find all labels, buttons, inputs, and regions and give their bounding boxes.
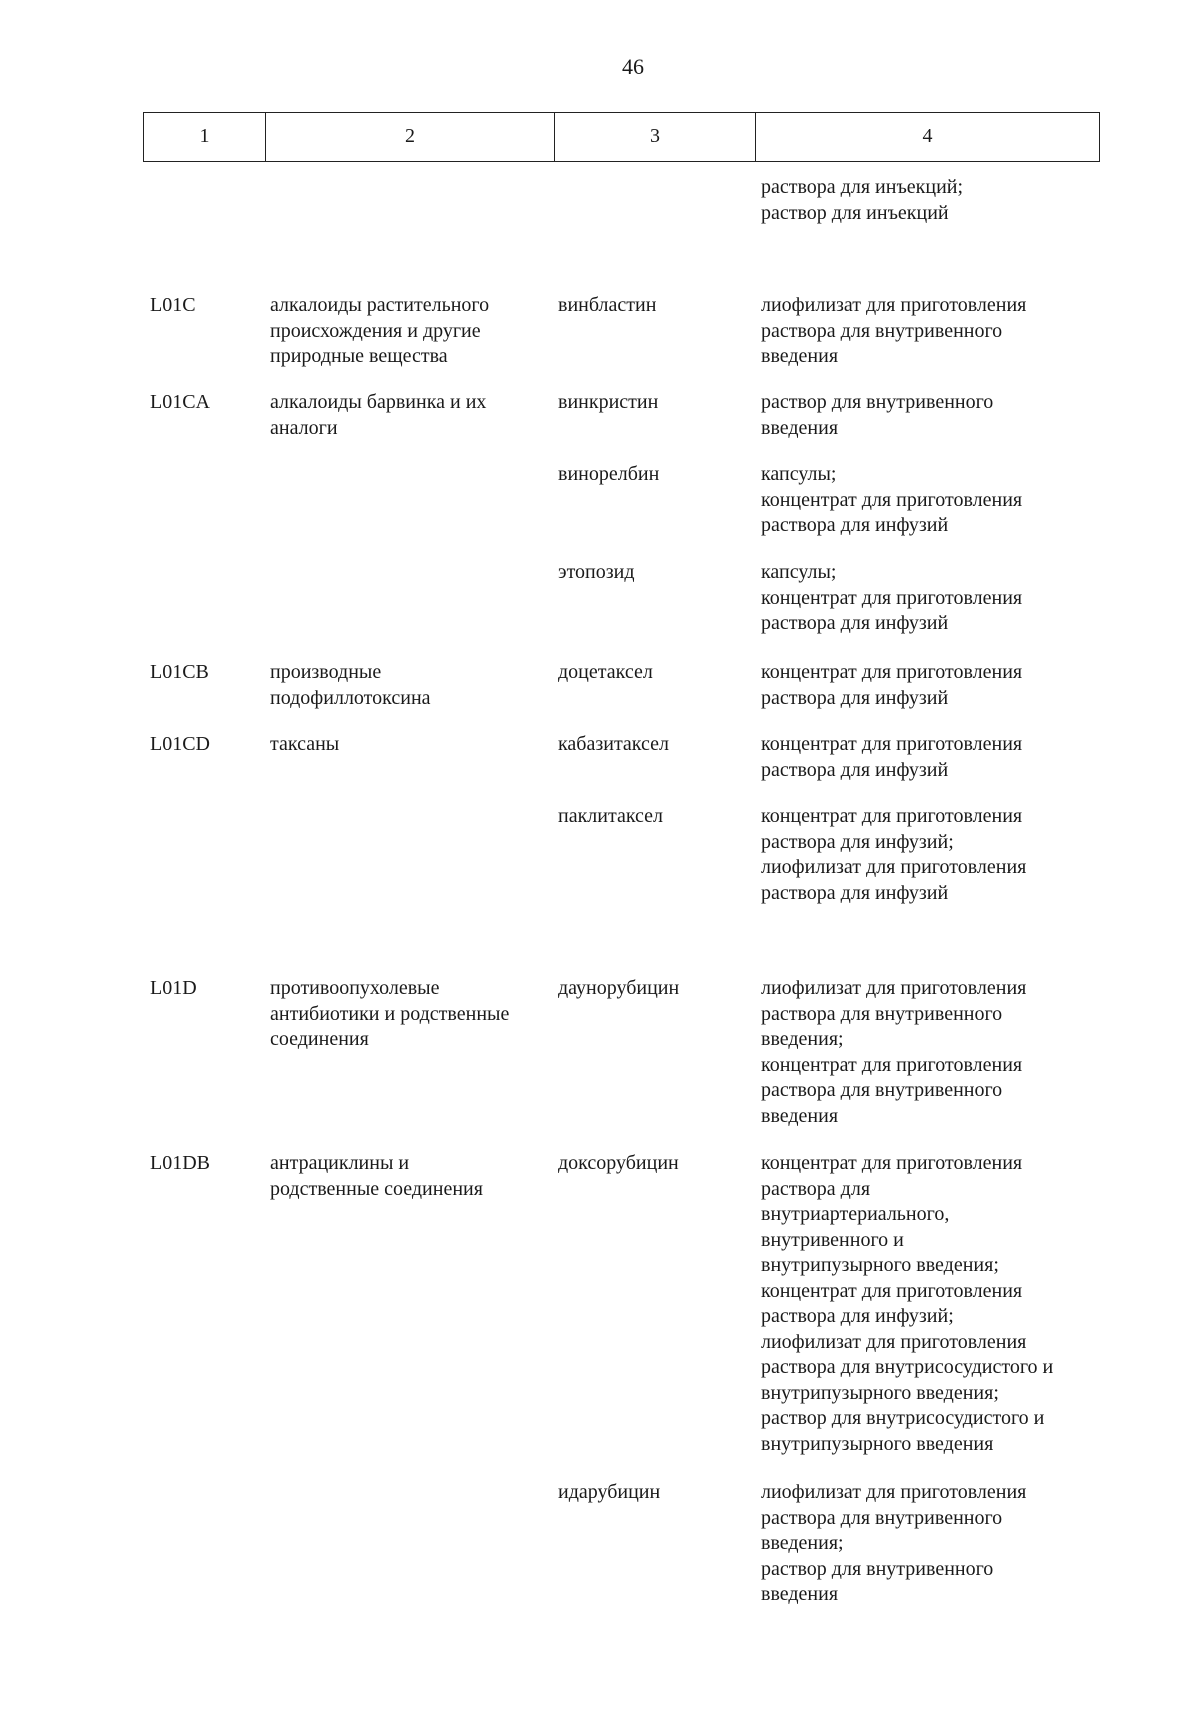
group-name-line: противоопухолевые (270, 977, 440, 999)
dosage-forms-line: раствора для инъекций; (761, 176, 964, 198)
group-name-line: таксаны (270, 733, 340, 755)
dosage-forms-line: концентрат для приготовления (761, 1152, 1023, 1174)
dosage-forms-line: внутривенного и (761, 1228, 904, 1251)
dosage-forms-line: концентрат для приготовления (761, 805, 1023, 827)
group-name-line: алкалоиды барвинка и их (270, 391, 487, 413)
dosage-forms-line: раствора для инфузий (761, 612, 949, 634)
dosage-forms-line: капсулы; (761, 463, 837, 485)
dosage-forms (761, 660, 1121, 711)
dosage-forms-line: раствора для инфузий (761, 758, 949, 781)
dosage-forms-line: раствор для инъекций (761, 201, 949, 224)
dosage-forms (761, 560, 1121, 637)
drug-name: доксорубицин (558, 1152, 679, 1174)
drug-name: идарубицин (558, 1481, 661, 1503)
dosage-forms-line: лиофилизат для приготовления (761, 1481, 1027, 1503)
drug-name: кабазитаксел (558, 733, 670, 755)
group-name-line: антрациклины и (270, 1152, 410, 1174)
dosage-forms-line: введения (761, 1583, 839, 1605)
dosage-forms-line: раствора для инфузий (761, 514, 949, 536)
table-header (143, 112, 1100, 162)
atc-code: L01D (150, 977, 197, 999)
dosage-forms-line: концентрат для приготовления (761, 1053, 1023, 1076)
atc-code: L01CD (150, 733, 210, 755)
dosage-forms-line: концентрат для приготовления (761, 661, 1023, 683)
drug-name: винбластин (558, 294, 657, 316)
group-name (270, 390, 550, 441)
drug-name: винкристин (558, 391, 659, 413)
dosage-forms (761, 976, 1121, 1129)
dosage-forms (761, 1151, 1121, 1457)
dosage-forms-line: лиофилизат для приготовления (761, 977, 1027, 999)
dosage-forms-line: раствор для внутрисосудистого и (761, 1407, 1045, 1429)
dosage-forms (761, 390, 1121, 441)
group-name-line: соединения (270, 1028, 369, 1050)
dosage-forms-line: раствора для внутривенного (761, 1002, 1003, 1025)
dosage-forms-line: введения (761, 345, 839, 367)
group-name-line: антибиотики и родственные (270, 1002, 510, 1025)
dosage-forms-line: внутрипузырного введения; (761, 1381, 999, 1404)
dosage-forms-line: раствора для инфузий; (761, 830, 954, 853)
dosage-forms-line: введения; (761, 1028, 844, 1050)
dosage-forms-line: внутрипузырного введения (761, 1432, 994, 1455)
group-name-line: родственные соединения (270, 1177, 483, 1200)
group-name (270, 660, 550, 711)
drug-name: доцетаксел (558, 661, 653, 683)
dosage-forms-line: раствора для инфузий; (761, 1305, 954, 1327)
dosage-forms-line: введения (761, 1104, 839, 1127)
atc-code: L01CA (150, 391, 210, 413)
dosage-forms-line: концентрат для приготовления (761, 1279, 1023, 1302)
dosage-forms-line: лиофилизат для приготовления (761, 294, 1027, 316)
dosage-forms-line: раствор для внутривенного (761, 1557, 994, 1580)
group-name-line: производные (270, 661, 382, 683)
dosage-forms (761, 732, 1121, 783)
drug-name: этопозид (558, 561, 635, 583)
group-name-line: аналоги (270, 416, 338, 439)
atc-code: L01CB (150, 661, 209, 683)
group-name-line: происхождения и другие (270, 319, 481, 342)
group-name-line: природные вещества (270, 345, 448, 367)
dosage-forms-line: раствор для внутривенного (761, 391, 994, 413)
dosage-forms-line: раствора для внутривенного (761, 1079, 1003, 1101)
drug-name: даунорубицин (558, 977, 680, 999)
group-name (270, 1151, 550, 1202)
drug-name: паклитаксел (558, 805, 664, 827)
dosage-forms-line: раствора для инфузий (761, 881, 949, 904)
group-name (270, 976, 550, 1053)
dosage-forms-line: внутриартериального, (761, 1203, 950, 1225)
group-name-line: алкалоиды растительного (270, 294, 490, 316)
header-col-3: 3 (555, 113, 756, 161)
drug-name: винорелбин (558, 463, 660, 485)
dosage-forms (761, 293, 1121, 370)
dosage-forms-line: раствора для внутривенного (761, 319, 1003, 342)
dosage-forms-line: раствора для внутривенного (761, 1506, 1003, 1529)
dosage-forms-line: концентрат для приготовления (761, 488, 1023, 511)
page-number: 46 (622, 54, 644, 79)
atc-code: L01DB (150, 1152, 210, 1174)
header-col-4: 4 (922, 125, 933, 148)
dosage-forms-line: введения; (761, 1532, 844, 1554)
group-name (270, 293, 550, 370)
dosage-forms-line: лиофилизат для приготовления (761, 1330, 1027, 1353)
atc-code: L01C (150, 294, 196, 316)
dosage-forms-line: раствора для (761, 1177, 871, 1200)
header-col-1: 1 (144, 113, 266, 161)
group-name-line: подофиллотоксина (270, 686, 431, 709)
dosage-forms-line: внутрипузырного введения; (761, 1254, 999, 1276)
dosage-forms-line: концентрат для приготовления (761, 586, 1023, 609)
header-col-2: 2 (266, 113, 555, 161)
dosage-forms-line: раствора для инфузий (761, 686, 949, 709)
dosage-forms-line: капсулы; (761, 561, 837, 583)
dosage-forms (761, 175, 1121, 226)
dosage-forms-line: лиофилизат для приготовления (761, 856, 1027, 878)
group-name (270, 732, 550, 758)
dosage-forms-line: раствора для внутрисосудистого и (761, 1356, 1054, 1378)
dosage-forms (761, 804, 1121, 906)
dosage-forms-line: концентрат для приготовления (761, 733, 1023, 755)
dosage-forms (761, 1480, 1121, 1608)
dosage-forms (761, 462, 1121, 539)
dosage-forms-line: введения (761, 416, 839, 439)
